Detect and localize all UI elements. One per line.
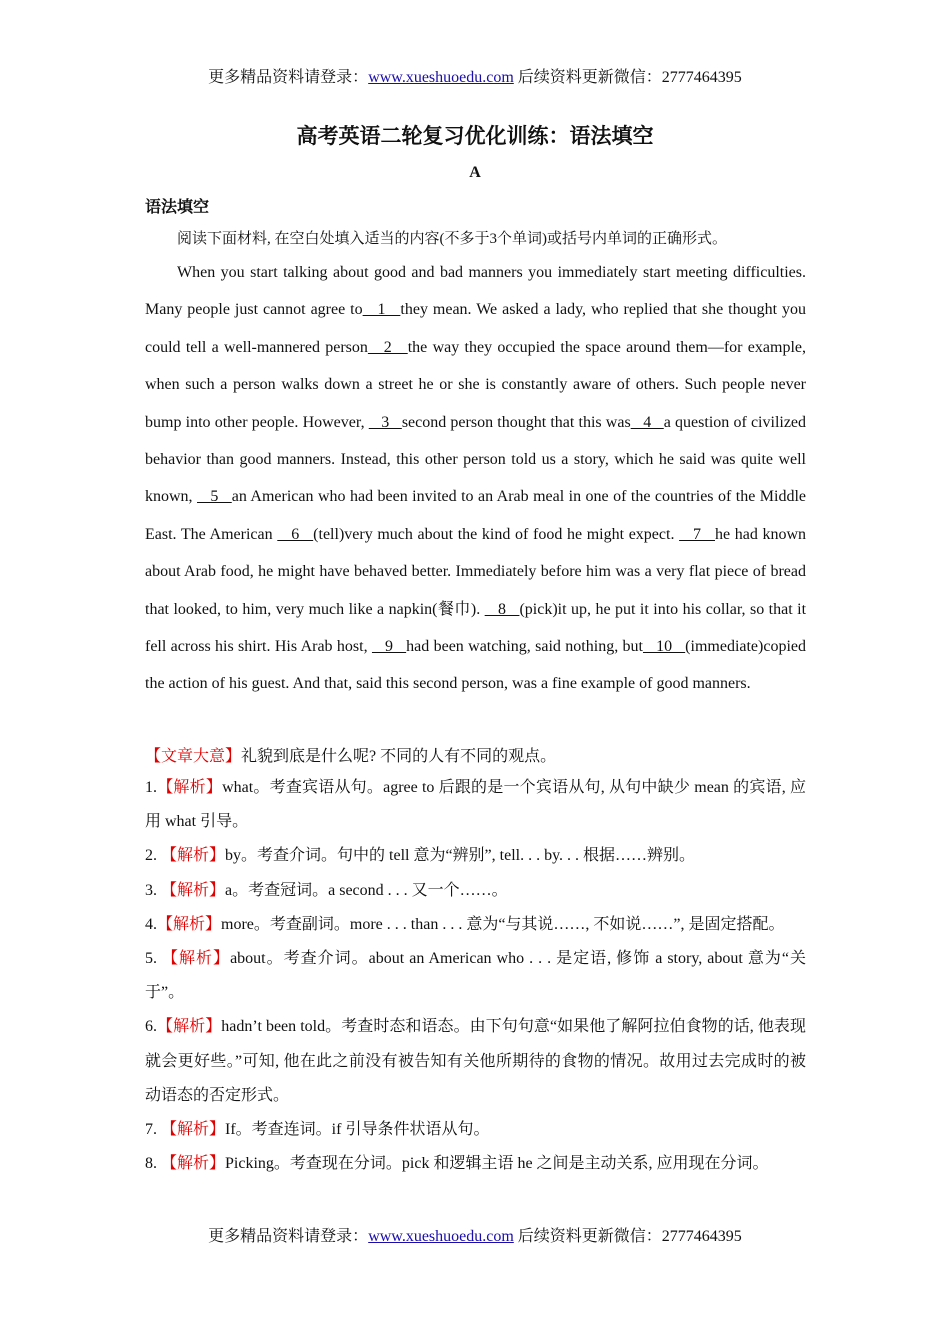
answer-number: 7.: [145, 1121, 161, 1139]
passage-label: A: [469, 164, 481, 181]
answer-item: [145, 942, 806, 1010]
header-prefix: 更多精品资料请登录：: [208, 69, 369, 86]
footer-link[interactable]: www.xueshuoedu.com: [368, 1228, 514, 1245]
answer-item: [145, 771, 806, 839]
answer-item: [145, 839, 806, 873]
passage-text: they mean. We asked a lady, who replied that she thought you could tell a well-mannered person: [145, 301, 807, 356]
section-label: 语法填空: [145, 197, 210, 216]
answer-number: 3.: [145, 881, 161, 899]
instruction: 阅读下面材料, 在空白处填入适当的内容(不多于3个单词)或括号内单词的正确形式。: [177, 231, 727, 247]
header-suffix: 后续资料更新微信：2777464395: [513, 69, 742, 86]
answer-section: [145, 743, 806, 1181]
answer-text: Picking。考查现在分词。pick 和逻辑主语 he 之间是主动关系, 应用现在分词。: [225, 1155, 769, 1173]
blank-5: 5: [197, 488, 232, 506]
analysis-tag: 【解析】: [157, 915, 222, 933]
passage-text: (pick)it up, he put it into his collar, so that it fell across his shirt. His Arab host,: [145, 600, 807, 656]
passage-text: an American who had been invited to an Arab meal in one of the countries of the Middle East. The American: [145, 488, 806, 543]
footer-prefix: 更多精品资料请登录：: [208, 1228, 369, 1245]
article-gist: [145, 743, 806, 771]
passage-text: second person thought that this was: [401, 413, 631, 431]
answer-item: [145, 1147, 806, 1181]
analysis-tag: 【解析】: [162, 950, 231, 968]
page-footer: [0, 1227, 950, 1247]
footer-suffix: 后续资料更新微信：2777464395: [513, 1228, 742, 1245]
answer-text: by。考查介词。句中的 tell 意为“辨别”, tell. . . by. . . 根据……辨别。: [225, 847, 696, 865]
analysis-tag: 【解析】: [161, 881, 226, 899]
blank-7: 7: [679, 525, 715, 543]
answer-item: [145, 1010, 806, 1113]
analysis-tag: 【解析】: [157, 1018, 222, 1036]
gist-text: 礼貌到底是什么呢? 不同的人有不同的观点。: [241, 748, 557, 765]
analysis-tag: 【解析】: [161, 1121, 226, 1139]
analysis-tag: 【解析】: [161, 847, 226, 865]
passage-text: (immediate)copied the action of his guest. And that, said this second person, was a fine example of good manners.: [145, 638, 807, 693]
answer-text: about。考查介词。about an American who . . . 是定语, 修饰 a story, about 意为“关于”。: [145, 950, 806, 1002]
passage-text: a question of civilized behavior than good manners. Instead, this other person told us a story, which he said was quite well known,: [145, 413, 807, 506]
answer-number: 8.: [145, 1155, 161, 1173]
answer-text: If。考查连词。if 引导条件状语从句。: [225, 1121, 490, 1139]
blank-10: 10: [643, 638, 686, 656]
answer-text: more。考查副词。more . . . than . . . 意为“与其说……, 不如说……”, 是固定搭配。: [221, 915, 785, 933]
answer-number: 2.: [145, 847, 161, 865]
gist-label: 【文章大意】: [145, 748, 242, 765]
passage-text: (tell)very much about the kind of food he might expect.: [313, 525, 680, 543]
passage-text: had been watching, said nothing, but: [406, 638, 643, 656]
passage: [145, 254, 806, 703]
analysis-tag: 【解析】: [161, 1155, 226, 1173]
answer-item: [145, 1113, 806, 1147]
header-link[interactable]: www.xueshuoedu.com: [368, 69, 514, 86]
passage-text: the way they occupied the space around them—for example, when such a person walks down a street he or she is constantly aware of others. Such people never bump into other people. However,: [145, 338, 806, 431]
answer-number: 6.: [145, 1018, 157, 1036]
blank-3: 3: [368, 413, 402, 431]
answer-text: what。考查宾语从句。agree to 后跟的是一个宾语从句, 从句中缺少 mean 的宾语, 应用 what 引导。: [145, 779, 806, 831]
answer-item: [145, 874, 806, 908]
blank-4: 4: [630, 413, 664, 431]
analysis-tag: 【解析】: [157, 779, 223, 796]
passage-text: he had known about Arab food, he might have behaved better. Immediately before him was a very flat piece of bread that looked, to him, very much like a napkin(餐巾).: [145, 525, 807, 618]
answer-text: a。考查冠词。a second . . . 又一个……。: [225, 881, 508, 899]
answer-number: 1.: [145, 779, 157, 796]
answer-number: 4.: [145, 915, 157, 933]
blank-2: 2: [367, 338, 408, 356]
answer-number: 5.: [145, 950, 163, 968]
blank-6: 6: [277, 525, 314, 543]
answer-item: [145, 908, 806, 942]
answer-text: hadn’t been told。考查时态和语态。由下句句意“如果他了解阿拉伯食物的话, 他表现就会更好些。”可知, 他在此之前没有被告知有关他所期待的食物的情况。故用过去完成时的被动语态的否定形式。: [145, 1018, 806, 1104]
blank-1: 1: [362, 301, 401, 319]
blank-9: 9: [371, 638, 407, 656]
page-header: [0, 68, 950, 88]
passage-text: When you start talking about good and bad manners you immediately start meeting difficulties. Many people just cannot agree to: [145, 264, 806, 319]
page-title: 高考英语二轮复习优化训练：语法填空: [296, 124, 654, 148]
blank-8: 8: [484, 600, 520, 618]
